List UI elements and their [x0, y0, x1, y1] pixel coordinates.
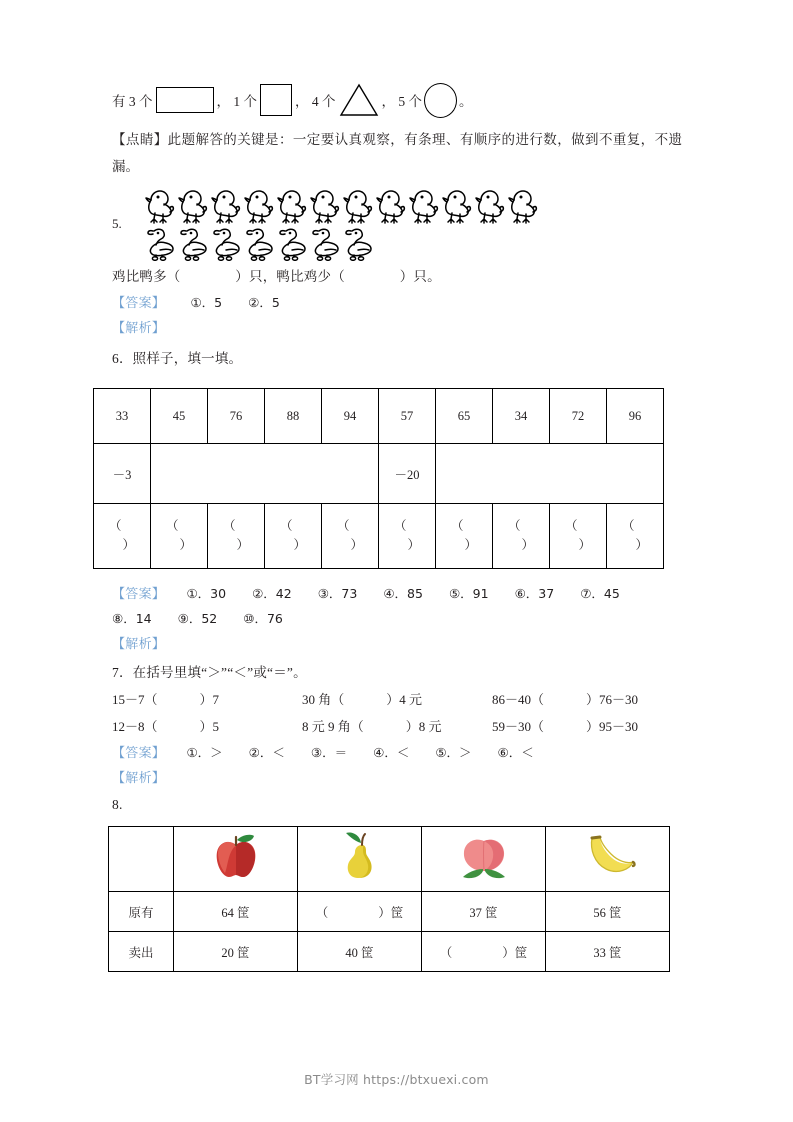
q7-item-5-left: 8 元 9 角（	[301, 719, 364, 734]
q6-number-cell: 72	[550, 389, 607, 444]
tip-paragraph	[112, 126, 682, 180]
q8-sold-apple: 20 筐	[174, 932, 298, 972]
q6-answer-blank-cell[interactable]: （ ）	[379, 504, 436, 569]
q6-answer-row-2	[112, 606, 682, 631]
duck-icon	[276, 227, 309, 266]
duck-icon	[177, 227, 210, 266]
q6-number-cell: 34	[493, 389, 550, 444]
chick-icon	[439, 188, 472, 229]
q8-corner-cell	[109, 827, 174, 892]
square-shape-icon	[260, 84, 292, 116]
q8-fruit-table	[108, 826, 670, 972]
circle-shape-icon	[424, 83, 457, 118]
q6-row-answers	[94, 504, 664, 569]
q6-op-left: －3	[94, 444, 151, 504]
chick-icon	[241, 188, 274, 229]
chick-icon	[274, 188, 307, 229]
page-content	[109, 78, 683, 972]
q7-item-4	[112, 713, 302, 740]
q8-row-label-original: 原有	[109, 892, 174, 932]
q8-pear-cell	[298, 827, 422, 892]
q5-analysis-tag: 【解析】	[112, 320, 166, 335]
q6-answer-blank-cell[interactable]: （ ）	[94, 504, 151, 569]
q7-item-4-right: ）5	[199, 719, 220, 734]
q6-answer-tag: 【答案】	[112, 586, 166, 601]
q6-answer-blank-cell[interactable]: （ ）	[550, 504, 607, 569]
birds-rows	[142, 188, 538, 266]
q8-number: 8.	[112, 797, 123, 812]
q6-row-numbers	[94, 389, 664, 444]
duck-icon	[144, 227, 177, 266]
q7-item-1-left: 15－7（	[112, 692, 158, 707]
q6-number-cell: 57	[379, 389, 436, 444]
q6-number-cell: 76	[208, 389, 265, 444]
q6-answer-item: ⑩．76	[243, 611, 283, 626]
chick-icon	[142, 188, 175, 229]
q7-item-4-left: 12－8（	[112, 719, 158, 734]
q7-answer-item: ⑥．＜	[497, 745, 534, 760]
shapes-answer-line	[112, 78, 682, 122]
q6-answer-blank-cell[interactable]: （ ）	[322, 504, 379, 569]
q7-item-6-left: 59－30（	[491, 719, 544, 734]
q7-answer-item: ③．＝	[310, 745, 348, 760]
q6-blank-left	[151, 444, 379, 504]
shapes-seg3-text: ， 4 个	[295, 94, 336, 109]
q5-number: 5.	[112, 216, 122, 231]
q7-analysis-tag: 【解析】	[112, 770, 166, 785]
chick-icon	[307, 188, 340, 229]
chick-icon	[175, 188, 208, 229]
chick-icon	[340, 188, 373, 229]
q7-answer-item: ④．＜	[373, 745, 410, 760]
q6-answer-blank-cell[interactable]: （ ）	[151, 504, 208, 569]
q5-analysis-row	[112, 315, 682, 340]
q6-number-cell: 96	[607, 389, 664, 444]
q6-row-operations	[94, 444, 664, 504]
shapes-suffix-text: 。	[459, 94, 473, 109]
q7-item-6	[492, 713, 682, 740]
q8-sold-pear: 40 筐	[298, 932, 422, 972]
tip-text: 此题解答的关键是：一定要认真观察，有条理、有顺序的进行数，做到不重复，不遗漏。	[112, 132, 683, 174]
q7-item-3	[492, 686, 682, 713]
q7-answer-row	[112, 740, 682, 765]
q8-original-apple: 64 筐	[174, 892, 298, 932]
q6-answer-item: ①．30	[186, 586, 227, 601]
triangle-shape-icon	[339, 83, 379, 117]
q6-answer-item: ②．42	[252, 586, 292, 601]
q6-answer-blank-cell[interactable]: （ ）	[607, 504, 664, 569]
q6-number-cell: 45	[151, 389, 208, 444]
q7-item-2	[302, 686, 492, 713]
duck-icon	[309, 227, 342, 266]
shapes-prefix-text: 有 3 个	[112, 94, 153, 109]
q8-row-original	[109, 892, 670, 932]
q5-answer-tag: 【答案】	[112, 295, 166, 310]
q6-number-cell: 94	[322, 389, 379, 444]
duck-icon	[243, 227, 276, 266]
q8-sold-banana: 33 筐	[546, 932, 670, 972]
q5-question-text: 鸡比鸭多（ ）只，鸭比鸡少（ ）只。	[112, 269, 441, 284]
apple-icon	[175, 832, 296, 886]
rectangle-shape-icon	[156, 87, 214, 113]
q7-item-2-right: ）4 元	[386, 692, 423, 707]
q6-answer-item: ③．73	[317, 586, 358, 601]
q8-original-pear: （ ）筐	[298, 892, 422, 932]
q6-answer-item: ⑥．37	[514, 586, 555, 601]
q6-answer-blank-cell[interactable]: （ ）	[265, 504, 322, 569]
q6-op-right: －20	[379, 444, 436, 504]
chick-icon	[406, 188, 439, 229]
q7-item-3-right: ）76－30	[585, 692, 638, 707]
q8-peach-cell	[422, 827, 546, 892]
q6-analysis-row	[112, 631, 682, 656]
q6-answer-item: ⑧．14	[112, 611, 152, 626]
q8-sold-peach: （ ）筐	[422, 932, 546, 972]
q6-analysis-tag: 【解析】	[112, 636, 166, 651]
q7-item-2-left: 30 角（	[301, 692, 345, 707]
duck-row	[144, 227, 538, 266]
q6-number-cell: 88	[265, 389, 322, 444]
q7-analysis-row	[112, 765, 682, 790]
q6-answer-row-1	[112, 581, 682, 606]
q7-item-5-right: ）8 元	[405, 719, 442, 734]
shapes-seg4-text: ， 5 个	[381, 94, 422, 109]
q5-birds-block	[112, 188, 682, 260]
q6-blank-right	[436, 444, 664, 504]
q6-answer-blank-cell[interactable]: （ ）	[493, 504, 550, 569]
chick-icon	[208, 188, 241, 229]
q6-answer-blank-cell[interactable]: （ ）	[208, 504, 265, 569]
q8-apple-cell	[174, 827, 298, 892]
pear-icon	[299, 831, 420, 887]
shapes-seg2-text: ， 1 个	[216, 94, 257, 109]
q5-answer-row	[112, 290, 682, 315]
chick-row	[142, 188, 538, 229]
peach-icon	[423, 833, 544, 885]
q7-item-6-right: ）95－30	[585, 719, 638, 734]
q6-answer-item: ⑨．52	[177, 611, 218, 626]
q6-fill-table	[93, 388, 664, 569]
chick-icon	[472, 188, 505, 229]
q6-answer-blank-cell[interactable]: （ ）	[436, 504, 493, 569]
q8-original-peach: 37 筐	[422, 892, 546, 932]
duck-icon	[342, 227, 375, 266]
q7-row-2	[112, 713, 682, 740]
q5-answer-2: ②．5	[248, 295, 280, 310]
tip-label: 【点睛】	[112, 132, 168, 147]
q8-row-sold	[109, 932, 670, 972]
q6-title: 6．照样子，填一填。	[112, 351, 243, 366]
page-footer: BT学习网 https://btxuexi.com	[304, 1072, 489, 1087]
q5-answer-1: ①．5	[190, 295, 223, 310]
q7-answer-item: ①．＞	[186, 745, 223, 760]
q6-answer-item: ⑦．45	[580, 586, 620, 601]
q6-answer-item: ④．85	[383, 586, 423, 601]
q7-answer-item: ⑤．＞	[435, 745, 472, 760]
q6-number-cell: 33	[94, 389, 151, 444]
chick-icon	[505, 188, 538, 229]
q6-number-cell: 65	[436, 389, 493, 444]
banana-icon	[547, 833, 668, 885]
q7-item-5	[302, 713, 492, 740]
q7-answer-tag: 【答案】	[112, 745, 166, 760]
q7-item-1	[112, 686, 302, 713]
q7-answer-item: ②．＜	[248, 745, 285, 760]
q7-row-1	[112, 686, 682, 713]
q8-row-label-sold: 卖出	[109, 932, 174, 972]
q8-banana-cell	[546, 827, 670, 892]
duck-icon	[210, 227, 243, 266]
q8-original-banana: 56 筐	[546, 892, 670, 932]
q7-title: 7．在括号里填“＞”“＜”或“＝”。	[112, 665, 307, 680]
chick-icon	[373, 188, 406, 229]
q7-item-1-right: ）7	[199, 692, 220, 707]
q6-answer-item: ⑤．91	[448, 586, 489, 601]
q7-item-3-left: 86－40（	[491, 692, 544, 707]
q8-fruit-header-row	[109, 827, 670, 892]
